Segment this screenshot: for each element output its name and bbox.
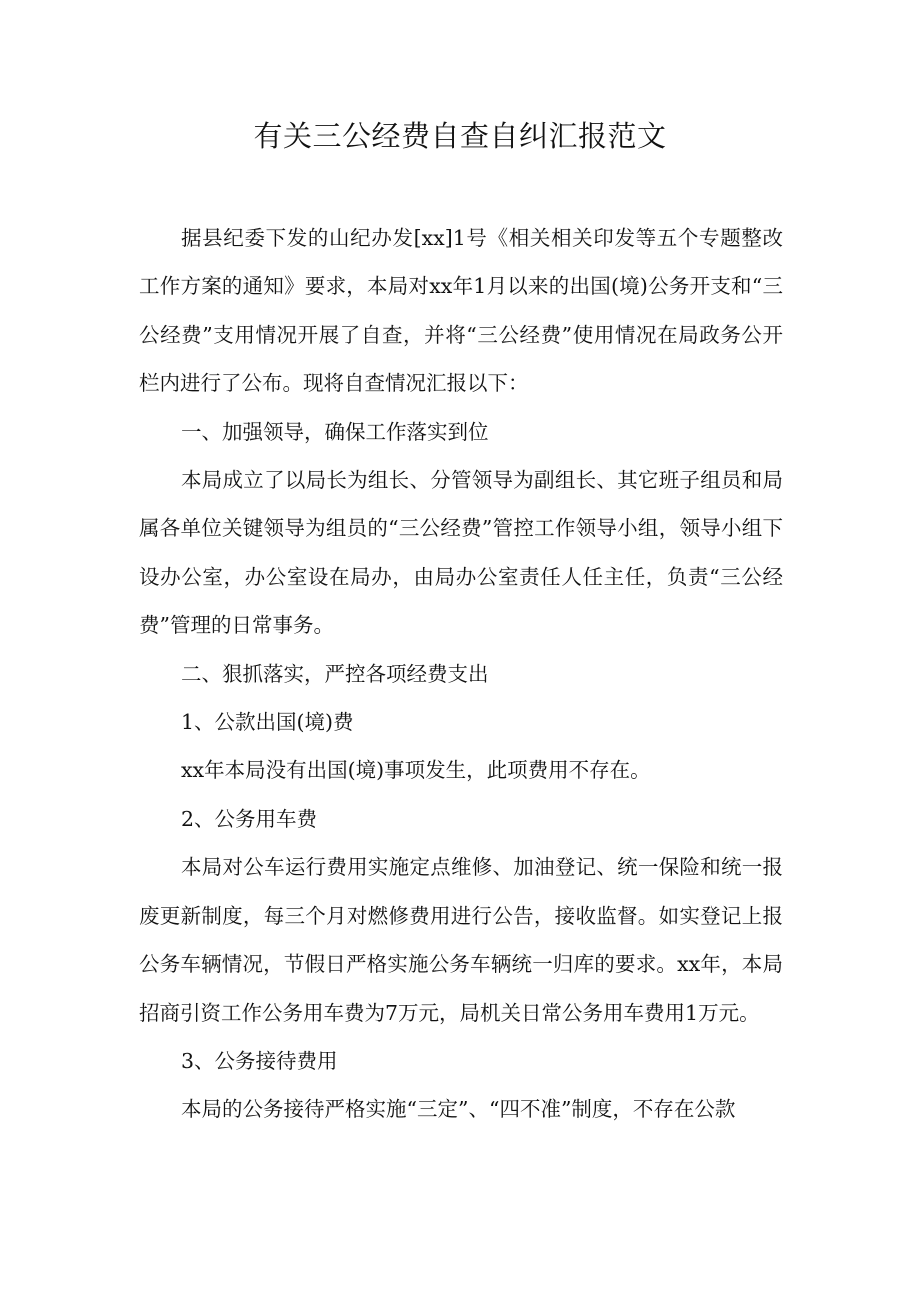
paragraph-leadership: 本局成立了以局长为组长、分管领导为副组长、其它班子组员和局属各单位关键领导为组员的“三公经费”管控工作领导小组，领导小组下设办公室，办公室设在局办，由局办公室责任人任主任，负责“三公经费”管理的日常事务。 xyxy=(139,468,783,638)
paragraph-vehicle-costs: 本局对公车运行费用实施定点维修、加油登记、统一保险和统一报废更新制度，每三个月对燃修费用进行公告，接收监督。如实登记上报公务车辆情况，节假日严格实施公务车辆统一归库的要求。xx年，本局招商引资工作公务用车费为7万元，局机关日常公务用车费用1万元。 xyxy=(139,855,783,1025)
paragraph-overseas-travel: xx年本局没有出国(境)事项发生，此项费用不存在。 xyxy=(181,758,651,783)
subheading-overseas-travel: 1、公款出国(境)费 xyxy=(181,710,354,735)
heading-section-1: 一、加强领导，确保工作落实到位 xyxy=(181,419,489,444)
heading-section-2: 二、狠抓落实，严控各项经费支出 xyxy=(181,661,489,686)
subheading-vehicle-costs: 2、公务用车费 xyxy=(181,806,318,831)
paragraph-intro: 据县纪委下发的山纪办发[xx]1号《相关相关印发等五个专题整改工作方案的通知》要求，本局对xx年1月以来的出国(境)公务开支和“三公经费”支用情况开展了自查，并将“三公经费”使用情况在局政务公开栏内进行了公布。现将自查情况汇报以下： xyxy=(139,226,783,396)
paragraph-reception-costs: 本局的公务接待严格实施“三定”、“四不准”制度，不存在公款 xyxy=(181,1097,736,1122)
document-body xyxy=(139,214,783,1134)
document-title: 有关三公经费自查自纠汇报范文 xyxy=(253,119,667,153)
subheading-reception-costs: 3、公务接待费用 xyxy=(181,1048,338,1073)
